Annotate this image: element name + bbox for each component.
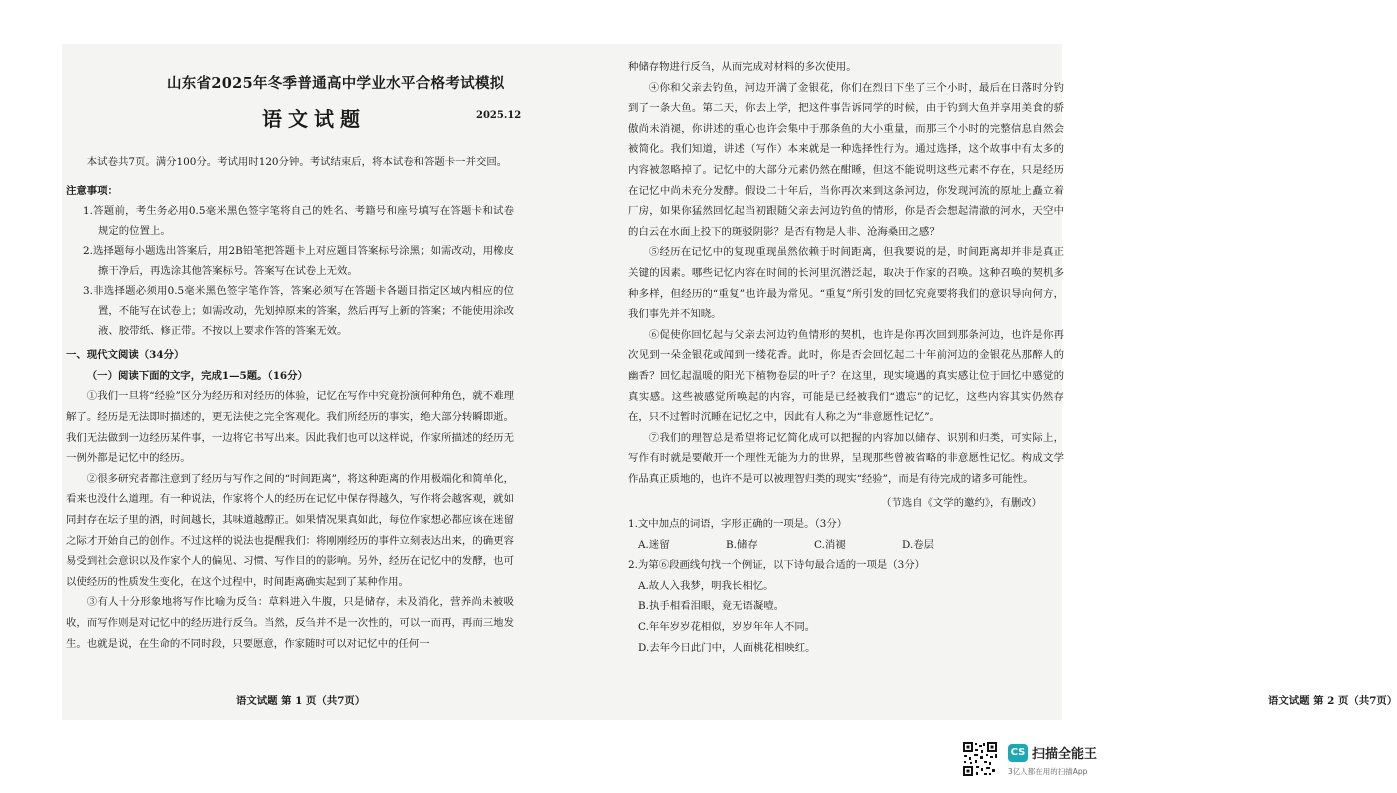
- option: B.储存: [726, 538, 758, 551]
- scanner-watermark: [962, 741, 1122, 779]
- option: D.去年今日此门中，人面桃花相映红。: [638, 641, 816, 654]
- scanner-app-name: 扫描全能王: [1032, 747, 1098, 762]
- exam-title-main: 语文试题: [262, 107, 366, 131]
- option: B.执手相看泪眼，竟无语凝噎。: [638, 600, 785, 613]
- passage-source: （节选自《文学的邀约》，有删改）: [880, 497, 1042, 510]
- passage-paragraph: ②很多研究者都注意到了经历与写作之间的“时间距离”，将这种距离的作用极端化和简单化，看来也没什么道理。有一种说法，作家将个人的经历在记忆中保存得越久，写作将会越客观，就如同封存在坛子里的酒，时间越长，其味道越醇正。如果情况果真如此，每位作家想必都应该在迷留之际才开始自己的创作。不过这样的说法也提醒我们：将刚刚经历的事件立刻表达出来，的确更容易受到社会意识以及作家个人的偏见、习惯、写作目的的影响。另外，经历在记忆中的发酵，也可以使经历的性质发生变化，在这个过程中，时间距离确实起到了某种作用。: [66, 472, 514, 588]
- passage-paragraph: ④你和父亲去钓鱼，河边开满了金银花，你们在烈日下坐了三个小时，最后在日落时分钓到了一条大鱼。第二天，你去上学，把这件事告诉同学的时候，由于钓到大鱼并享用美食的骄傲尚未消褪，你讲述的重心也许会集中于那条鱼的大小重量，而那三个小时的完整信息自然会被简化。我们知道，讲述（写作）本来就是一种选择性行为。通过选择，这个故事中有太多的内容被忽略掉了。记忆中的大部分元素仍然在酣睡，但这不能说明这些元素不存在，只是经历在记忆中尚未充分发酵。假设二十年后，当你再次来到这条河边，你发现河流的原址上矗立着厂房，如果你猛然回忆起当初跟随父亲去河边钓鱼的情形，你是否会想起清澈的河水，天空中的白云在水面上投下的斑驳阴影？是否有物是人非、沧海桑田之感？: [628, 81, 1064, 238]
- question-stem: 1.文中加点的词语，字形正确的一项是。（3分）: [628, 518, 848, 531]
- question-stem: 2.为第⑥段画线句找一个例证，以下诗句最合适的一项是（3分）: [628, 559, 926, 572]
- passage-paragraph: ①我们一旦将“经验”区分为经历和对经历的体验，记忆在写作中究竟扮演何种角色，就不难理解了。经历是无法即时描述的，更无法使之完全客观化。我们所经历的事实，绝大部分转瞬即逝。我们无法做到一边经历某件事，一边将它书写出来。因此我们也可以这样说，作家所描述的经历无一例外都是记忆中的经历。: [66, 390, 514, 465]
- option: A.迷留: [638, 538, 670, 551]
- option: C.年年岁岁花相似，岁岁年年人不同。: [638, 621, 816, 634]
- passage-paragraph: 种储存物进行反刍，从而完成对材料的多次使用。: [628, 61, 857, 73]
- note-item: 3.非选择题必须用0.5毫米黑色签字笔作答，答案必须写在答题卡各题目指定区域内相应的位置，不能写在试卷上；如需改动，先划掉原来的答案，然后再写上新的答案；不能使用涂改液、胶带纸、修正带。不按以上要求作答的答案无效。: [83, 285, 514, 338]
- page-1-footer: 语文试题 第 1 页（共7页）: [236, 695, 366, 707]
- page-1-text: [66, 152, 514, 654]
- passage-paragraph: ⑦我们的理智总是希望将记忆简化成可以把握的内容加以储存、识别和归类，可实际上，写作有时就是要敞开一个理性无能为力的世界，呈现那些曾被省略的非意愿性记忆。构成文学作品真正质地的，也许不是可以被理智归类的现实“经验”，而是有待完成的诸多可能性。: [628, 431, 1064, 485]
- passage-paragraph: ⑤经历在记忆中的复现重现虽然依赖于时间距离，但我要说的是，时间距离却并非是真正关键的因素。哪些记忆内容在时间的长河里沉潜泛起，取决于作家的召唤。这种召唤的契机多种多样，但经历的“重复”也许最为常见。“重复”所引发的回忆究竟要将我们的意识导向何方，我们事先并不知晓。: [628, 246, 1064, 321]
- passage-paragraph: ③有人十分形象地将写作比喻为反刍：草料进入牛腹，只是储存，未及消化，营养尚未被吸收，而写作则是对记忆中的经历进行反刍。当然，反刍并不是一次性的，可以一而再，再而三地发生。也就是说，在生命的不同时段，只要愿意，作家随时可以对记忆中的任何一: [66, 596, 514, 650]
- qr-code-icon: [962, 741, 998, 777]
- page-2-footer: 语文试题 第 2 页（共7页）: [1268, 695, 1397, 707]
- reading-subheading: （一）阅读下面的文字，完成1—5题。（16分）: [86, 369, 308, 382]
- option: D.卷层: [902, 538, 935, 551]
- exam-sheet: [62, 44, 1397, 720]
- notes-heading: 注意事项：: [66, 184, 118, 197]
- note-item: 1.答题前，考生务必用0.5毫米黑色签字笔将自己的姓名、考籍号和座号填写在答题卡和试卷规定的位置上。: [83, 205, 514, 238]
- option: A.故人入我梦，明我长相忆。: [638, 579, 774, 592]
- exam-date: 2025.12: [476, 110, 522, 121]
- page-2-text: [628, 57, 1064, 658]
- scanner-tagline: 3亿人都在用的扫描App: [1008, 767, 1088, 776]
- exam-title-line1: 山东省2025年冬季普通高中学业水平合格考试模拟: [167, 75, 505, 92]
- intro-text: 本试卷共7页。满分100分。考试用时120分钟。考试结束后，将本试卷和答题卡一并交回。: [86, 156, 508, 168]
- camscanner-logo-icon: CS: [1008, 744, 1028, 762]
- option: C.消褪: [814, 538, 846, 551]
- note-item: 2.选择题每小题选出答案后，用2B铅笔把答题卡上对应题目答案标号涂黑；如需改动，用橡皮擦干净后，再选涂其他答案标号。答案写在试卷上无效。: [83, 245, 514, 278]
- question-options: [628, 535, 1064, 556]
- section-heading: 一、现代文阅读（34分）: [66, 349, 185, 362]
- passage-paragraph: ⑥促使你回忆起与父亲去河边钓鱼情形的契机，也许是你再次回到那条河边，也许是你再次见到一朵金银花或闻到一缕花香。此时，你是否会回忆起二十年前河边的金银花丛那醉人的幽香？回忆起温暖的阳光下植物卷层的叶子？在这里，现实境遇的真实感让位于回忆中感觉的真实感。这些被感觉所唤起的内容，可能是已经被我们“遗忘”的记忆，这些内容其实仍然存在，只不过暂时沉睡在记忆之中，因此有人称之为“非意愿性记忆”。: [628, 328, 1064, 424]
